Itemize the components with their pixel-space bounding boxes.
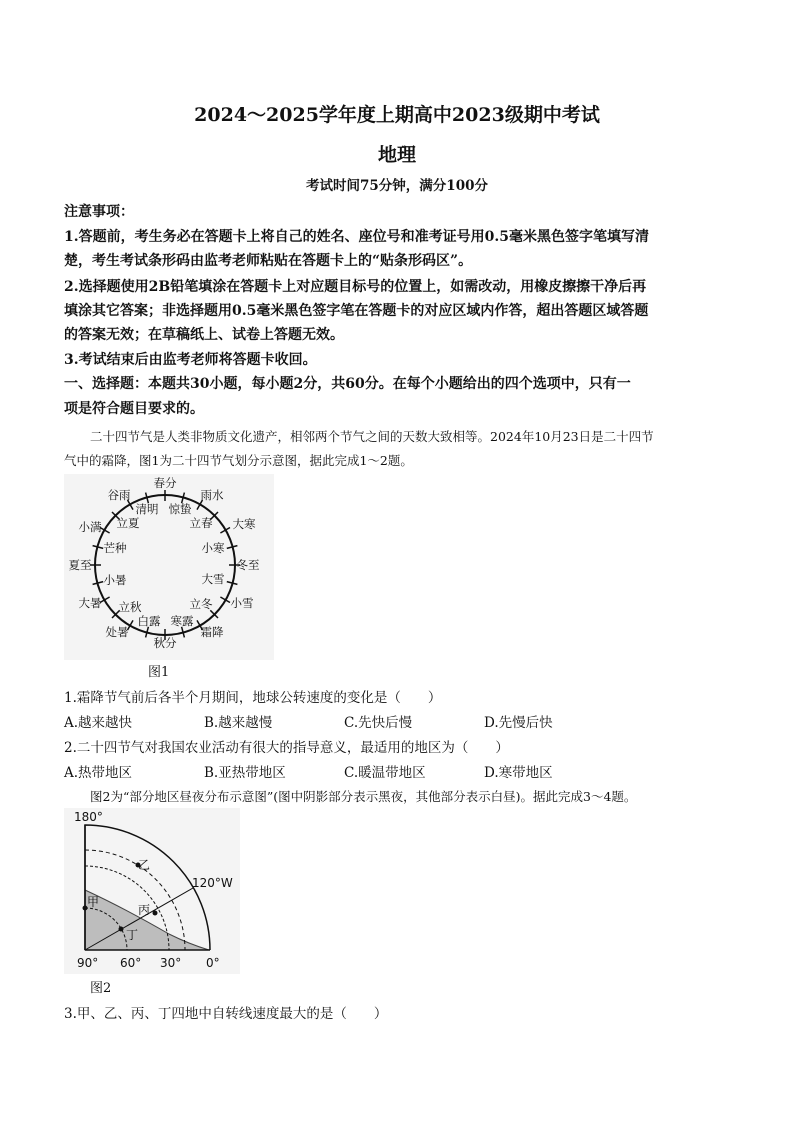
label-60: 60° [120, 956, 142, 970]
q2-stem: 2.二十四节气对我国农业活动有很大的指导意义，最适用的地区为（ ） [64, 740, 509, 756]
figure2-caption: 图2 [90, 981, 112, 996]
time-note: 考试时间75分钟，满分100分 [306, 178, 488, 194]
term-label: 小雪 [230, 596, 254, 610]
solar-terms-figure [64, 474, 274, 660]
q1-stem: 1.霜降节气前后各半个月期间，地球公转速度的变化是（ ） [64, 690, 442, 706]
term-label: 小暑 [103, 573, 127, 587]
section-header: 项是符合题目要求的。 [64, 401, 204, 417]
q1-option-b[interactable]: B.越来越慢 [204, 715, 273, 731]
q1-option-d[interactable]: D.先慢后快 [484, 715, 553, 731]
term-label: 小满 [78, 520, 102, 534]
term-label: 立秋 [118, 600, 142, 614]
term-label: 立夏 [116, 516, 140, 530]
term-label: 白露 [137, 614, 161, 628]
label-180: 180° [74, 810, 103, 824]
note-line: 填涂其它答案；非选择题用0.5毫米黑色签字笔在答题卡的对应区域内作答，超出答题区域答题 [64, 303, 649, 319]
notes-heading: 注意事项： [64, 204, 134, 220]
q1-option-a[interactable]: A.越来越快 [64, 715, 133, 731]
label-120w: 120°W [192, 876, 233, 890]
term-label: 夏至 [68, 558, 92, 572]
term-label: 大寒 [232, 517, 256, 531]
day-night-figure [64, 808, 240, 974]
label-yi: 乙 [138, 858, 151, 872]
term-label: 雨水 [200, 488, 224, 502]
q2-option-a[interactable]: A.热带地区 [64, 765, 133, 781]
term-label: 处暑 [105, 625, 129, 639]
point-ding [119, 927, 124, 932]
term-label: 大雪 [201, 572, 225, 586]
label-0: 0° [206, 956, 220, 970]
q2-option-b[interactable]: B.亚热带地区 [204, 765, 286, 781]
term-label: 霜降 [200, 625, 224, 639]
term-label: 谷雨 [107, 488, 131, 502]
term-label: 秋分 [153, 636, 177, 650]
term-label: 清明 [135, 502, 159, 516]
term-label: 立冬 [189, 597, 213, 611]
passage-line: 气中的霜降，图1为二十四节气划分示意图，据此完成1～2题。 [64, 453, 413, 468]
passage-line: 二十四节气是人类非物质文化遗产，相邻两个节气之间的天数大致相等。2024年10月23日是二十四节 [90, 429, 654, 444]
exam-title: 2024～2025学年度上期高中2023级期中考试 [194, 104, 600, 126]
term-label: 芒种 [103, 541, 127, 555]
passage2: 图2为“部分地区昼夜分布示意图”(图中阴影部分表示黑夜，其他部分表示白昼)。据此完成3～4题。 [90, 789, 637, 804]
label-30: 30° [160, 956, 182, 970]
term-label: 寒露 [170, 614, 194, 628]
note-line: 2.选择题使用2B铅笔填涂在答题卡上对应题目标号的位置上，如需改动，用橡皮擦擦干净后再 [64, 279, 647, 295]
term-label: 惊蛰 [168, 502, 192, 516]
q3-stem: 3.甲、乙、丙、丁四地中自转线速度最大的是（ ） [64, 1006, 388, 1022]
q2-option-c[interactable]: C.暖温带地区 [344, 765, 426, 781]
note-line: 3.考试结束后由监考老师将答题卡收回。 [64, 352, 317, 368]
term-label: 春分 [153, 476, 177, 490]
note-line: 楚，考生考试条形码由监考老师粘贴在答题卡上的“贴条形码区”。 [64, 253, 473, 269]
q1-option-c[interactable]: C.先快后慢 [344, 715, 413, 731]
note-line: 1.答题前，考生务必在答题卡上将自己的姓名、座位号和准考证号用0.5毫米黑色签字笔填写清 [64, 229, 649, 245]
term-label: 大暑 [78, 596, 102, 610]
q2-option-d[interactable]: D.寒带地区 [484, 765, 553, 781]
subject-title: 地理 [377, 144, 416, 166]
label-ding: 丁 [126, 928, 139, 942]
section-header: 一、选择题：本题共30小题，每小题2分，共60分。在每个小题给出的四个选项中，只有一 [64, 376, 631, 392]
note-line: 的答案无效；在草稿纸上、试卷上答题无效。 [64, 327, 344, 343]
term-label: 冬至 [236, 558, 260, 572]
label-90: 90° [77, 956, 99, 970]
label-bing: 丙 [138, 903, 151, 917]
term-label: 小寒 [201, 541, 225, 555]
label-jia: 甲 [87, 895, 100, 909]
term-label: 立春 [189, 516, 213, 530]
point-bing [153, 911, 158, 916]
figure1-caption: 图1 [148, 665, 170, 680]
